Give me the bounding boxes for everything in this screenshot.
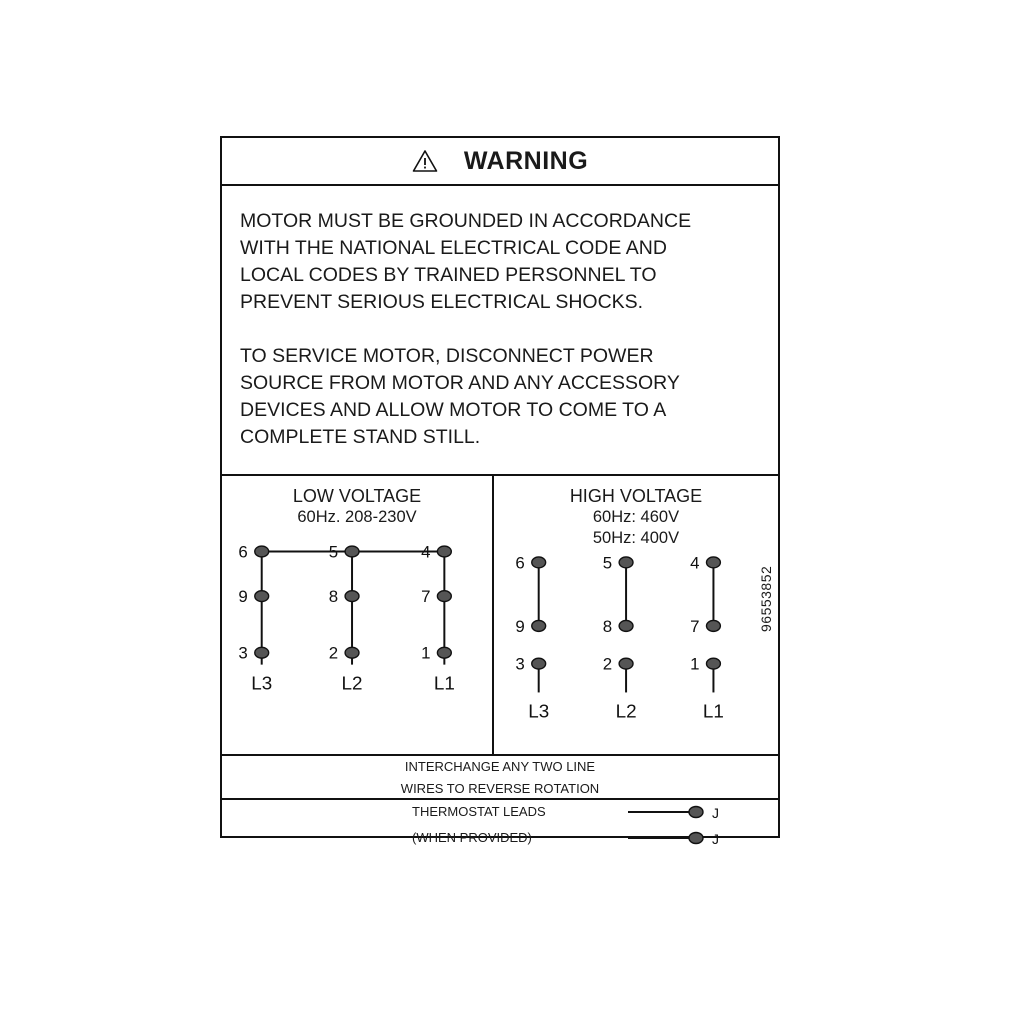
warning-label-plate: [220, 136, 780, 847]
thermostat-when-provided-label: (WHEN PROVIDED): [412, 830, 532, 845]
interchange-note-line1: INTERCHANGE ANY TWO LINE: [404, 759, 596, 774]
lv-terminal-6: 6: [238, 542, 248, 562]
lv-terminal-8: 8: [328, 587, 339, 607]
low-voltage-subtitle: 60Hz. 208-230V: [297, 508, 417, 526]
thermostat-leads-diagram: [618, 800, 778, 856]
interchange-note-line2: WIRES TO REVERSE ROTATION: [400, 781, 600, 796]
hv-terminal-6: 6: [515, 553, 525, 573]
warning-p2-line3: DEVICES AND ALLOW MOTOR TO COME TO A: [240, 399, 667, 421]
lv-line-l3: L3: [251, 672, 273, 694]
hv-terminal-3: 3: [515, 654, 525, 674]
low-voltage-title: LOW VOLTAGE: [292, 486, 422, 506]
warning-p2-line2: SOURCE FROM MOTOR AND ANY ACCESSORY: [240, 372, 680, 394]
high-voltage-panel: [494, 476, 778, 754]
lv-line-l2: L2: [341, 672, 363, 694]
hv-terminal-1: 1: [690, 654, 700, 674]
warning-p1-line2: WITH THE NATIONAL ELECTRICAL CODE AND: [240, 237, 667, 259]
high-voltage-subtitle-60hz: 60Hz: 460V: [592, 508, 680, 526]
thermostat-leads-label: THERMOSTAT LEADS: [412, 804, 546, 819]
hv-terminal-8: 8: [602, 616, 613, 636]
thermostat-leads-block: [222, 800, 778, 856]
hv-line-l2: L2: [615, 700, 637, 722]
voltage-diagrams: [222, 476, 778, 756]
lv-terminal-4: 4: [421, 542, 431, 562]
lv-terminal-3: 3: [238, 643, 248, 663]
warning-p2-line4: COMPLETE STAND STILL.: [240, 426, 481, 448]
warning-p1-line4: PREVENT SERIOUS ELECTRICAL SHOCKS.: [240, 291, 644, 313]
hv-line-l1: L1: [702, 700, 724, 722]
thermostat-tag-1: J: [712, 805, 719, 821]
warning-p1-line1: MOTOR MUST BE GROUNDED IN ACCORDANCE: [240, 210, 692, 232]
hv-line-l3: L3: [528, 700, 550, 722]
high-voltage-title: HIGH VOLTAGE: [569, 486, 703, 506]
interchange-note-row-1: [222, 756, 778, 778]
warning-p2-line1: TO SERVICE MOTOR, DISCONNECT POWER: [240, 345, 654, 367]
interchange-note-row-2: [222, 778, 778, 800]
hv-terminal-7: 7: [690, 616, 700, 636]
hv-terminal-2: 2: [602, 654, 613, 674]
paragraph-spacer: [240, 316, 778, 343]
warning-header: [222, 138, 778, 186]
page-title: WARNING: [463, 146, 589, 175]
thermostat-tag-2: J: [712, 831, 719, 847]
lv-terminal-7: 7: [421, 587, 431, 607]
hv-terminal-5: 5: [602, 553, 613, 573]
hv-terminal-9: 9: [515, 616, 525, 636]
hv-terminal-4: 4: [690, 553, 700, 573]
lv-terminal-2: 2: [328, 643, 339, 663]
high-voltage-subtitle-50hz: 50Hz: 400V: [592, 529, 680, 547]
low-voltage-panel: [222, 476, 494, 754]
lv-terminal-1: 1: [421, 643, 431, 663]
warning-p1-line3: LOCAL CODES BY TRAINED PERSONNEL TO: [240, 264, 657, 286]
warning-body: [222, 186, 778, 476]
part-number: 96553852: [758, 565, 774, 632]
lv-terminal-9: 9: [238, 587, 248, 607]
lv-line-l1: L1: [433, 672, 455, 694]
warning-triangle-icon: [412, 149, 438, 173]
lv-terminal-5: 5: [328, 542, 339, 562]
